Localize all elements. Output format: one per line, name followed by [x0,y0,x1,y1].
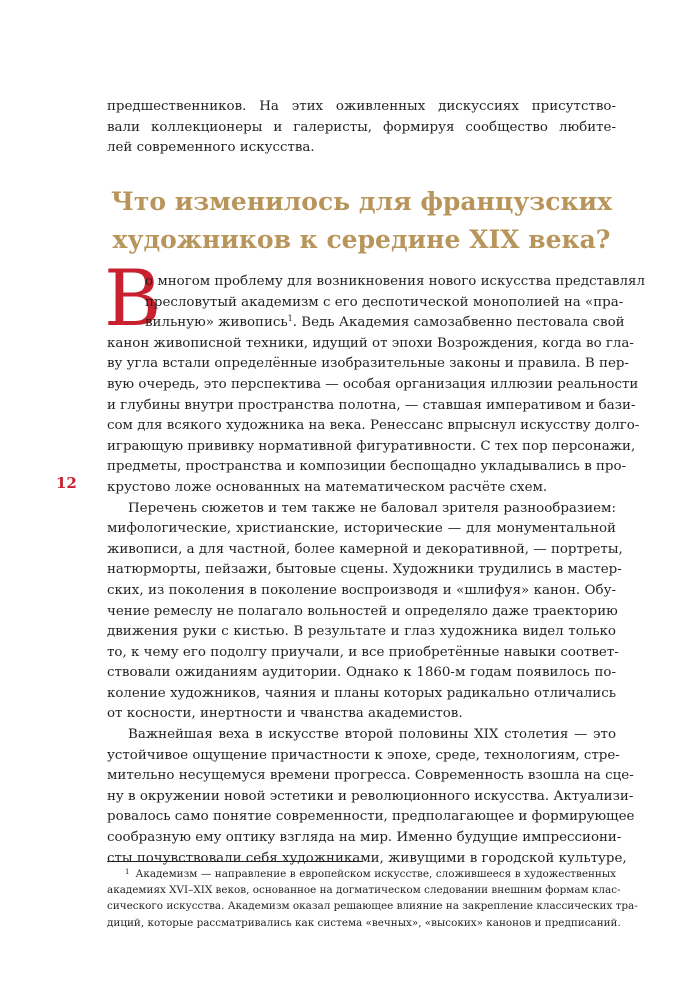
text-line: предметы, пространства и композиции беспощадно укладывались в про- [107,459,627,475]
footnote-number: 1 [125,868,130,876]
text-line: ву угла встали определённые изобразительные законы и правила. В пер- [107,356,629,372]
text-line: то, к чему его подолгу приучали, и все приобретённые навыки соответ- [107,644,619,660]
text-line: ствовали ожиданиям аудитории. Однако к 1860-м годам появилось по- [107,665,616,681]
text-line: коление художников, чаяния и планы которых радикально отличались [107,685,616,701]
text-line: Перечень сюжетов и тем также не баловал зрителя разнообразием: [128,500,616,516]
text-line: крустово ложе основанных на математическом расчёте схем. [107,479,548,495]
text-fragment: вильную» живопись [145,315,288,331]
drop-cap: В [104,254,162,344]
text-line: от косности, инертности и чванства академистов. [107,706,463,722]
text-line: лей современного искусства. [107,140,315,156]
text-line: ских, из поколения в поколение воспроизводя и «шлифуя» канон. Обу- [107,582,616,598]
text-line: живописи, а для частной, более камерной и декоративной, — портреты, [107,541,623,557]
text-line: натюрморты, пейзажи, бытовые сцены. Художники трудились в мастер- [107,562,622,578]
footnote-line: академиях XVI–XIX веков, основанное на догматическом следовании внешним формам клас- [107,884,621,897]
text-line: ровалось само понятие современности, предполагающее и формирующее [107,809,635,825]
text-line: движения руки с кистью. В результате и глаз художника видел только [107,624,616,640]
section-heading [107,183,616,259]
footnote-line: сического искусства. Академизм оказал решающее влияние на закрепление классических тра- [107,900,638,913]
text-line: сом для всякого художника на века. Ренессанс впрыснул искусству долго- [107,418,640,434]
text-line: мительно несущемуся времени прогресса. Современность взошла на сце- [107,768,634,784]
intro-paragraph [107,97,616,159]
text-line: пресловутый академизм с его деспотической монополией на «пра- [145,294,624,310]
text-line: о многом проблему для возникновения нового искусства представлял [145,274,645,289]
text-line: играющую прививку нормативной фигуративности. С тех пор персонажи, [107,438,636,454]
text-line: и глубины внутри пространства полотна, — ставшая императивом и бази- [107,397,636,413]
footnote-divider [107,861,362,862]
text-line: канон живописной техники, идущий от эпохи Возрождения, когда во гла- [107,335,634,351]
text-fragment: . Ведь Академия самозабвенно пестовала свой [292,315,625,331]
text-line [107,313,625,334]
heading-line: Что изменилось для французских [111,187,612,216]
text-line: вали коллекционеры и галеристы, формируя сообщество любите- [107,119,616,135]
footnote-line [107,866,616,882]
heading-line: художников к середине XIX века? [112,225,611,254]
text-line: ну в окружении новой эстетики и революционного искусства. Актуализи- [107,788,634,804]
text-line: вую очередь, это перспектива — особая организация иллюзии реальности [107,376,639,392]
text-line: предшественников. На этих оживленных дискуссиях присутство- [107,99,616,114]
body-text [107,272,645,869]
page-number: 12 [56,474,77,492]
text-line: устойчивое ощущение причастности к эпохе, среде, технологиям, стре- [107,747,620,763]
footnote-marker[interactable]: 1 [287,314,293,324]
footnote-line: диций, которые рассматривались как система «вечных», «высоких» канонов и предписаний. [107,916,621,929]
text-line: Важнейшая веха в искусстве второй половины XIX столетия — это [128,727,616,743]
text-line: чение ремеслу не полагало вольностей и определяло даже траекторию [107,603,618,619]
text-line: сты почувствовали себя художниками, живущими в городской культуре, [107,850,627,866]
footnote [107,866,638,931]
text-line: сообразную ему оптику взгляда на мир. Именно будущие импрессиони- [107,830,622,846]
text-line: мифологические, христианские, исторические — для монументальной [107,521,616,537]
text-fragment: Академизм — направление в европейском искусстве, сложившееся в художественных [135,868,616,880]
